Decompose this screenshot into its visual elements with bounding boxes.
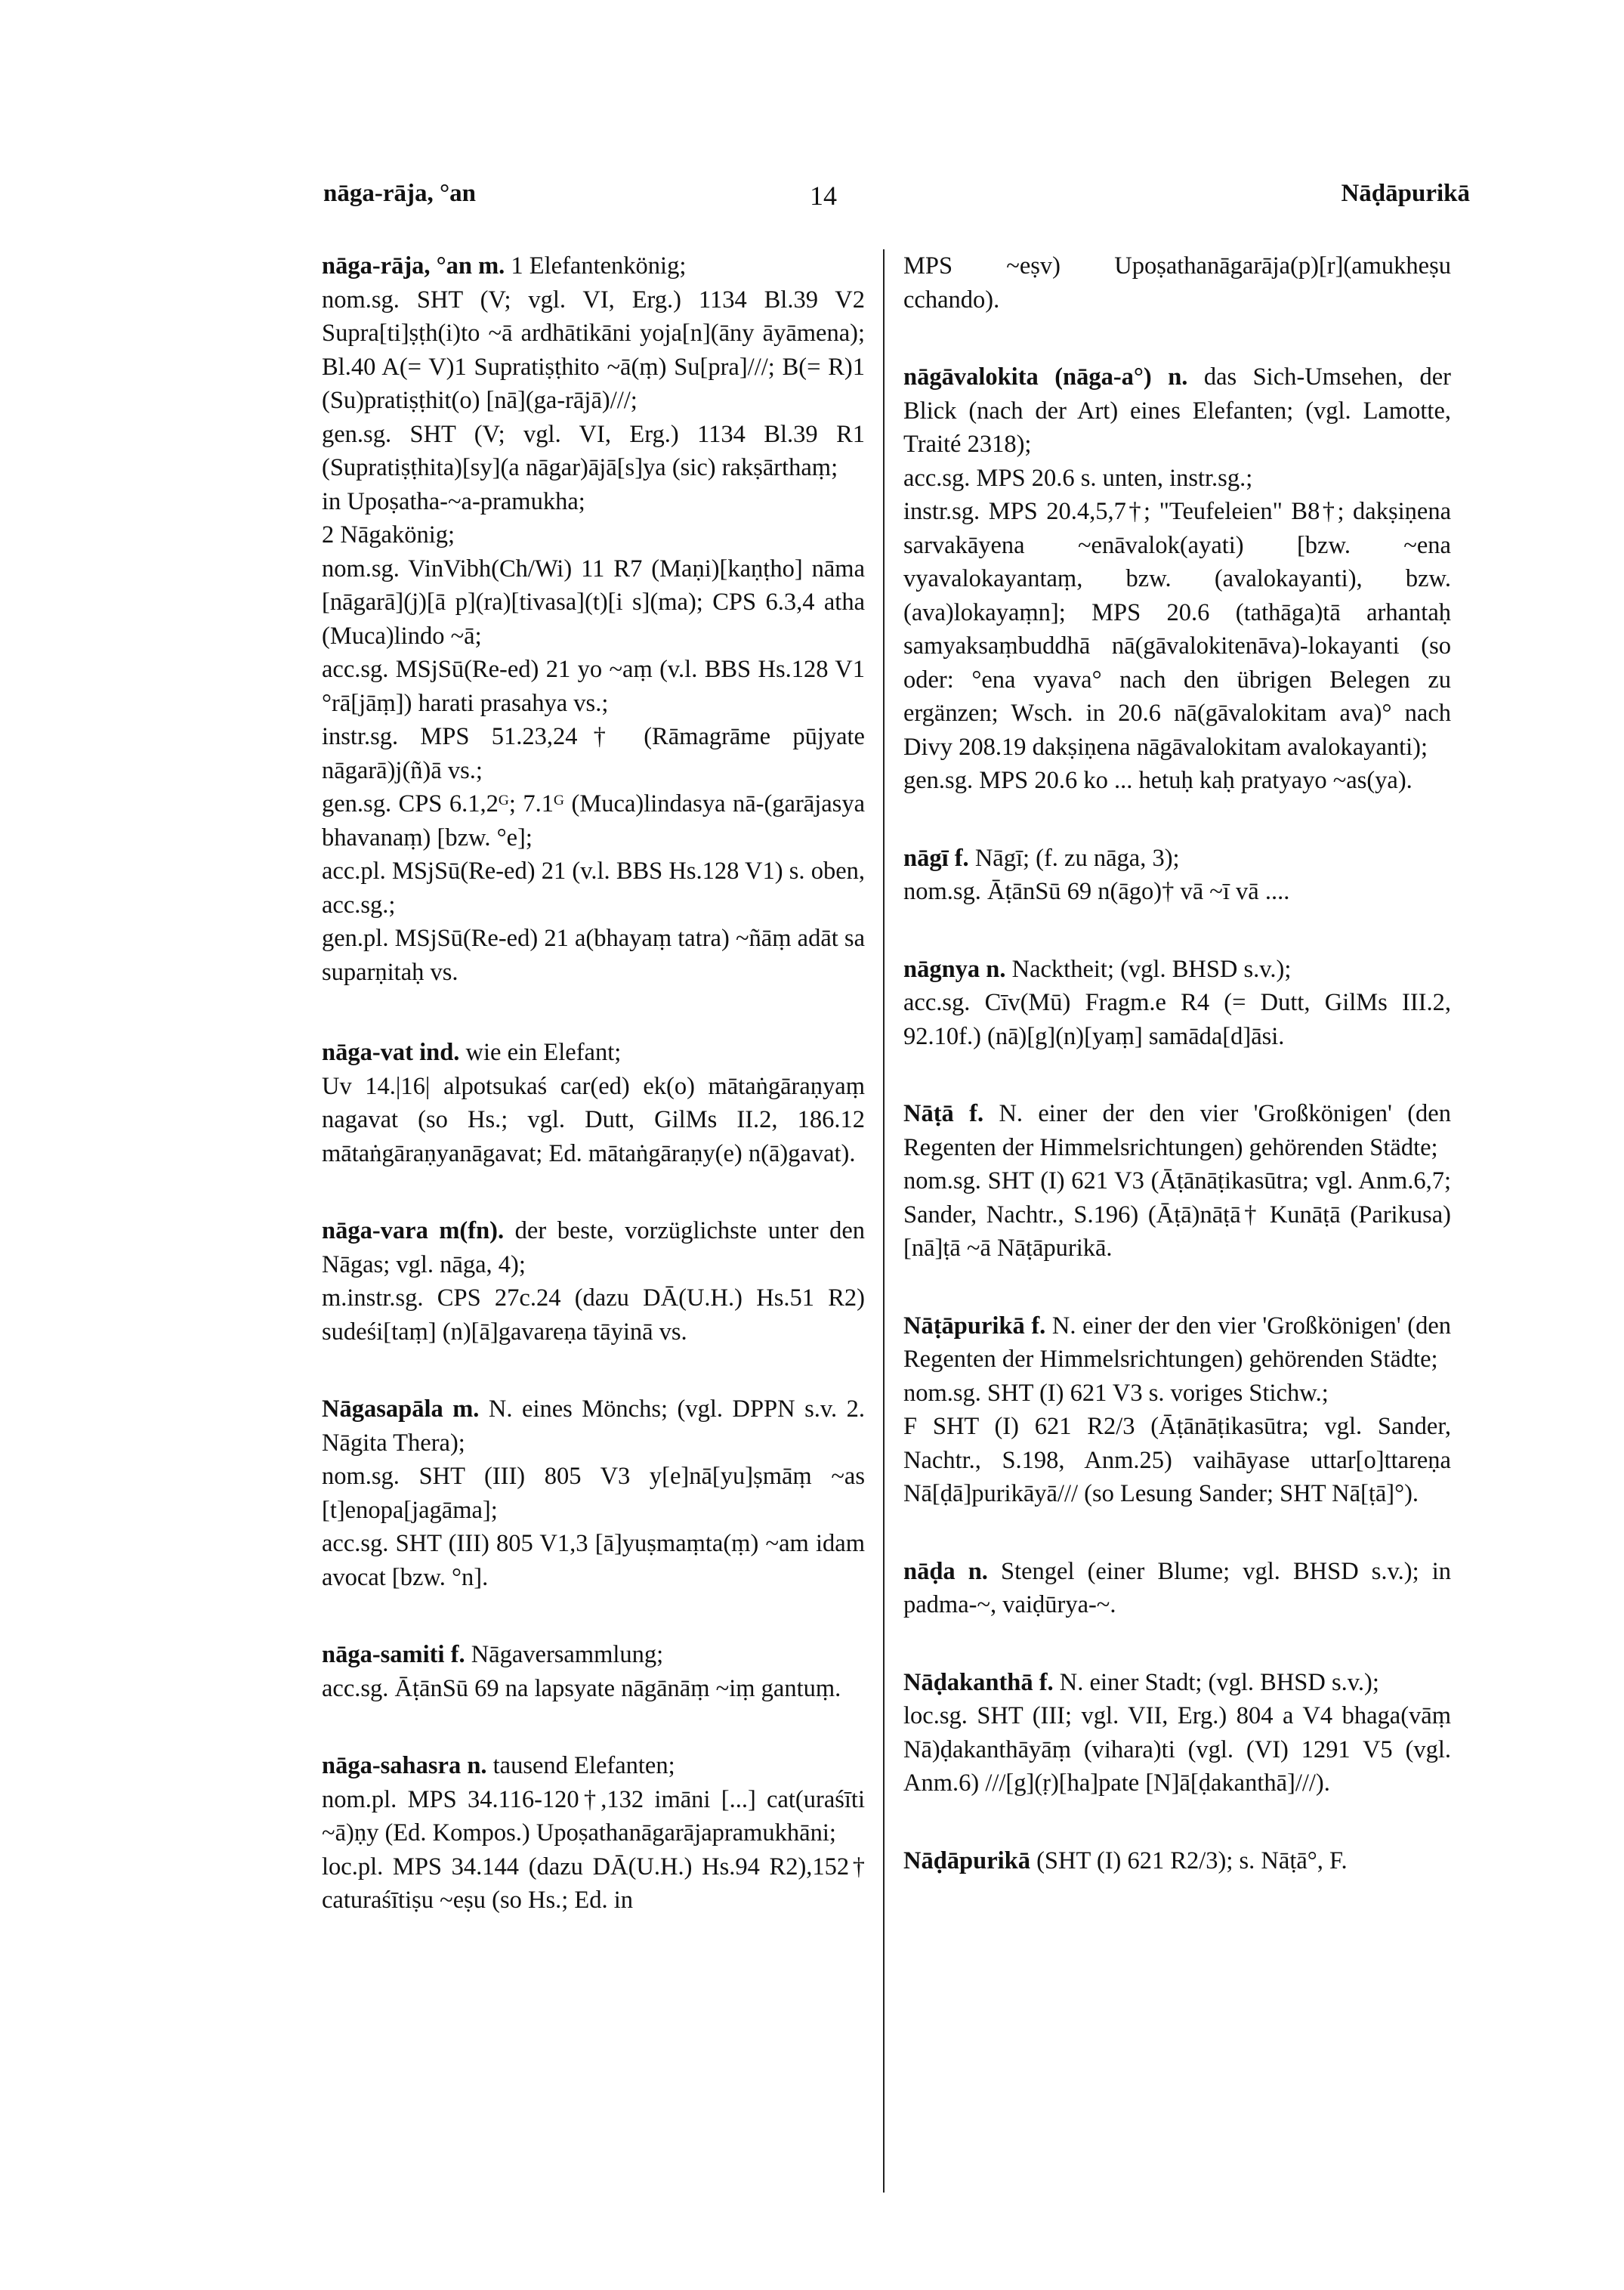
entry-line [903, 764, 1451, 798]
entry-line [903, 1410, 1451, 1511]
entry-text: N. einer der den vier 'Großkönigen' (den Regenten der Himmelsrichtungen) gehörenden Städte; [903, 1100, 1451, 1161]
entry-text: nom.sg. ĀṭānSū 69 n(āgo)† vā ~ī vā .... [903, 878, 1290, 905]
entry-line [322, 1783, 865, 1850]
entry-line [903, 1699, 1451, 1800]
entry-text: tausend Elefanten; [492, 1752, 675, 1779]
lemma: nāga-rāja, °an m. [322, 252, 511, 280]
entry-text: 2 Nāgakönig; [322, 521, 455, 549]
entry-text: nom.pl. MPS 34.116-120†,132 imāni [...] cat(uraśīti ~ā)ṇy (Ed. Kompos.) Upoṣathanāgarājapramukhāni; [322, 1785, 865, 1847]
entry-line [903, 462, 1451, 496]
entry-line [903, 875, 1451, 909]
entry-text: gen.pl. MSjSū(Re-ed) 21 a(bhayaṃ tatra) ~ñāṃ adāt sa suparṇitaḥ vs. [322, 925, 865, 986]
entry-text: acc.pl. MSjSū(Re-ed) 21 (v.l. BBS Hs.128 V1) s. oben, acc.sg.; [322, 858, 865, 919]
dictionary-entry [322, 1638, 865, 1705]
entry-text: loc.sg. SHT (III; vgl. VII, Erg.) 804 a V4 bhaga(vāṃ Nā)ḍakanthāyāṃ (vihara)ti (vgl. (VI) 1291 V5 (vgl. Anm.6) ///[g](ṛ)[ha]pate [N]ā[ḍakanthā]///). [903, 1702, 1451, 1797]
lemma: Nāgasapāla m. [322, 1395, 489, 1423]
entry-line [322, 1070, 865, 1171]
lemma: nāga-vara m(fn). [322, 1217, 515, 1244]
lemma: nāga-samiti f. [322, 1641, 471, 1668]
lemma: nāgāvalokita (nāga-a°) n. [903, 363, 1204, 391]
entry-text: Nacktheit; (vgl. BHSD s.v.); [1011, 955, 1292, 983]
lemma: nāga-vat ind. [322, 1039, 466, 1066]
right-column [903, 249, 1451, 1877]
lemma: nāga-sahasra n. [322, 1752, 493, 1779]
page-number: 14 [810, 181, 837, 211]
entry-text: N. eines Mönchs; (vgl. DPPN s.v. 2. Nāgita Thera); [322, 1395, 866, 1457]
lemma: nāgī f. [903, 844, 975, 872]
entry-head-line [903, 249, 1451, 317]
entry-head-line [322, 1638, 865, 1672]
entry-text: acc.sg. ĀṭānSū 69 na lapsyate nāgānāṃ ~iṃ gantuṃ. [322, 1674, 841, 1702]
dictionary-entry [322, 1214, 865, 1349]
entry-line [903, 986, 1451, 1053]
entry-head-line [903, 953, 1451, 987]
entry-text: gen.sg. MPS 20.6 ko ... hetuḥ kaḥ pratyayo ~as(ya). [903, 767, 1413, 794]
entry-text: acc.sg. SHT (III) 805 V1,3 [ā]yuṣmaṃta(ṃ) ~am idam avocat [bzw. °n]. [322, 1530, 865, 1591]
entry-head-line [322, 1392, 865, 1460]
dictionary-entry [903, 1309, 1451, 1511]
dictionary-entry [903, 1666, 1451, 1800]
entry-line [322, 518, 865, 552]
entry-text: Stengel (einer Blume; vgl. BHSD s.v.); in padma-~, vaiḍūrya-~. [903, 1557, 1452, 1618]
running-head-left: nāga-rāja, °an [323, 180, 477, 207]
dictionary-entry [903, 953, 1451, 1054]
entry-text: acc.sg. MSjSū(Re-ed) 21 yo ~aṃ (v.l. BBS Hs.128 V1 °rā[jāṃ]) harati prasahya vs.; [322, 656, 865, 717]
dictionary-entry [903, 1844, 1451, 1878]
entry-text: nom.sg. SHT (V; vgl. VI, Erg.) 1134 Bl.39 V2 Supra[ti]ṣṭh(i)to ~ā ardhātikāni yoja[n](āny āyāmena); Bl.40 A(= V)1 Supratiṣṭhito ~ā(ṃ) Su[pra]///; B(= R)1 (Su)pratiṣṭhit(o) [nā](ga-rājā)///; [322, 286, 865, 414]
entry-line [322, 653, 865, 720]
entry-line [322, 1850, 865, 1918]
entry-head-line [903, 1097, 1451, 1164]
entry-line [322, 1281, 865, 1349]
entry-line [322, 552, 865, 654]
entry-text: N. einer Stadt; (vgl. BHSD s.v.); [1059, 1668, 1379, 1696]
entry-text: in Upoṣatha-~a-pramukha; [322, 487, 585, 515]
entry-line [322, 922, 865, 989]
entry-line [322, 1460, 865, 1527]
entry-line [322, 418, 865, 485]
entry-text: instr.sg. MPS 20.4,5,7†; "Teufeleien" B8†; dakṣiṇena sarvakāyena ~enāvalok(ayati) [bzw. ~ena vyavalokayantaṃ, bzw. (avalokayanti), bzw. (ava)lokayaṃn]; MPS 20.6 (tathāga)tā arhantaḥ samyaksaṃbuddhā nā(gāvalokitenāva)-lokayanti (so oder: °ena vyava° nach den übrigen Belegen zu ergänzen; Wsch. in 20.6 nā(gāvalokitam ava)° nach Divy 208.19 dakṣiṇena nāgāvalokitam avalokayanti); [903, 498, 1451, 761]
entry-text: gen.sg. SHT (V; vgl. VI, Erg.) 1134 Bl.39 R1 (Supratiṣṭhita)[sy](a nāgar)ājā[s]ya (sic) rakṣārthaṃ; [322, 420, 865, 481]
entry-text: nom.sg. SHT (I) 621 V3 (Āṭānāṭikasūtra; vgl. Anm.6,7; Sander, Nachtr., S.196) (Āṭā)nāṭā† Kunāṭā (Parikusa)[nā]ṭā ~ā Nāṭāpurikā. [903, 1167, 1451, 1262]
entry-text: m.instr.sg. CPS 27c.24 (dazu DĀ(U.H.) Hs.51 R2) sudeśi[taṃ] (n)[ā]gavareṇa tāyinā vs. [322, 1284, 865, 1346]
entry-head-line [903, 360, 1451, 462]
entry-line [322, 787, 865, 855]
lemma: Nāṭā f. [903, 1100, 999, 1127]
entry-text: N. einer der den vier 'Großkönigen' (den Regenten der Himmelsrichtungen) gehörenden Städte; [903, 1312, 1451, 1373]
entry-head-line [322, 1214, 865, 1281]
entry-text: Uv 14.|16| alpotsukaś car(ed) ek(o) mātaṅgāraṇyaṃ nagavat (so Hs.; vgl. Dutt, GilMs II.2, 186.12 mātaṅgāraṇyanāgavat; Ed. mātaṅgāraṇy(e) n(ā)gavat). [322, 1072, 865, 1167]
lemma: nāgnya n. [903, 955, 1012, 983]
lemma: nāḍa n. [903, 1557, 1002, 1585]
entry-text: wie ein Elefant; [465, 1039, 622, 1066]
dictionary-entry [903, 1097, 1451, 1266]
entry-head-line [322, 1036, 865, 1070]
dictionary-entry [322, 249, 865, 989]
dictionary-entry [903, 1555, 1451, 1622]
dictionary-entry [322, 1036, 865, 1170]
entry-text: MPS ~eṣv) Upoṣathanāgarāja(p)[r](amukheṣu cchando). [903, 252, 1451, 314]
entry-line [903, 1164, 1451, 1266]
entry-line [322, 1527, 865, 1594]
entry-text: Nāgī; (f. zu nāga, 3); [974, 844, 1180, 872]
entry-text: instr.sg. MPS 51.23,24† (Rāmagrāme pūjyate nāgarā)j(ñ)ā vs.; [322, 723, 865, 784]
entry-text: acc.sg. Cīv(Mū) Fragm.e R4 (= Dutt, GilMs III.2, 92.10f.) (nā)[g](n)[yaṃ] samāda[d]āsi. [903, 989, 1451, 1050]
entry-head-line [903, 1666, 1451, 1700]
lemma: Nāḍakanthā f. [903, 1668, 1060, 1696]
entry-line [322, 855, 865, 922]
column-divider [883, 249, 885, 2193]
entry-line [322, 485, 865, 519]
entry-text: nom.sg. SHT (III) 805 V3 y[e]nā[yu]ṣmāṃ ~as [t]enopa[jagāma]; [322, 1463, 865, 1524]
entry-text: 1 Elefantenkönig; [511, 252, 687, 280]
dictionary-entry [322, 1392, 865, 1594]
entry-head-line [322, 1749, 865, 1783]
entry-text: gen.sg. CPS 6.1,2ᴳ; 7.1ᴳ (Muca)lindasya nā-(garājasya bhavanaṃ) [bzw. °e]; [322, 790, 865, 851]
entry-text: Nāgaversammlung; [471, 1641, 664, 1668]
entry-text: nom.sg. SHT (I) 621 V3 s. voriges Stichw.; [903, 1379, 1329, 1407]
entry-text: F SHT (I) 621 R2/3 (Āṭānāṭikasūtra; vgl. Sander, Nachtr., S.198, Anm.25) vaihāyase uttar[o]ttareṇa Nā[ḍā]purikāyā/// (so Lesung Sander; SHT Nā[ṭā]°). [903, 1413, 1451, 1507]
entry-text: (SHT (I) 621 R2/3); s. Nāṭā°, F. [1036, 1847, 1348, 1874]
entry-head-line [322, 249, 865, 283]
entry-head-line [903, 1309, 1451, 1377]
dictionary-entry [322, 1749, 865, 1918]
entry-head-line [903, 1555, 1451, 1622]
entry-head-line [903, 1844, 1451, 1878]
running-head-right: Nāḍāpurikā [1341, 180, 1470, 207]
left-column [322, 249, 865, 1918]
entry-line [322, 720, 865, 787]
entry-text: das Sich-Umsehen, der Blick (nach der Art) eines Elefanten; (vgl. Lamotte, Traité 2318); [903, 363, 1451, 458]
lemma: Nāṭāpurikā f. [903, 1312, 1052, 1340]
entry-text: acc.sg. MPS 20.6 s. unten, instr.sg.; [903, 464, 1253, 492]
entry-line [322, 283, 865, 418]
entry-text: nom.sg. VinVibh(Ch/Wi) 11 R7 (Maṇi)[kaṇṭho] nāma [nāgarā](j)[ā p](ra)[tivasa](t)[i s](ma); CPS 6.3,4 atha (Muca)lindo ~ā; [322, 555, 865, 650]
dictionary-entry [903, 360, 1451, 798]
entry-text: der beste, vorzüglichste unter den Nāgas; vgl. nāga, 4); [322, 1217, 865, 1278]
entry-line [322, 1672, 865, 1706]
dictionary-entry [903, 842, 1451, 909]
entry-line [903, 495, 1451, 764]
dictionary-entry [903, 249, 1451, 317]
lemma: Nāḍāpurikā [903, 1847, 1037, 1874]
entry-line [903, 1377, 1451, 1411]
entry-text: loc.pl. MPS 34.144 (dazu DĀ(U.H.) Hs.94 R2),152† caturaśītiṣu ~eṣu (so Hs.; Ed. in [322, 1853, 865, 1914]
entry-head-line [903, 842, 1451, 876]
